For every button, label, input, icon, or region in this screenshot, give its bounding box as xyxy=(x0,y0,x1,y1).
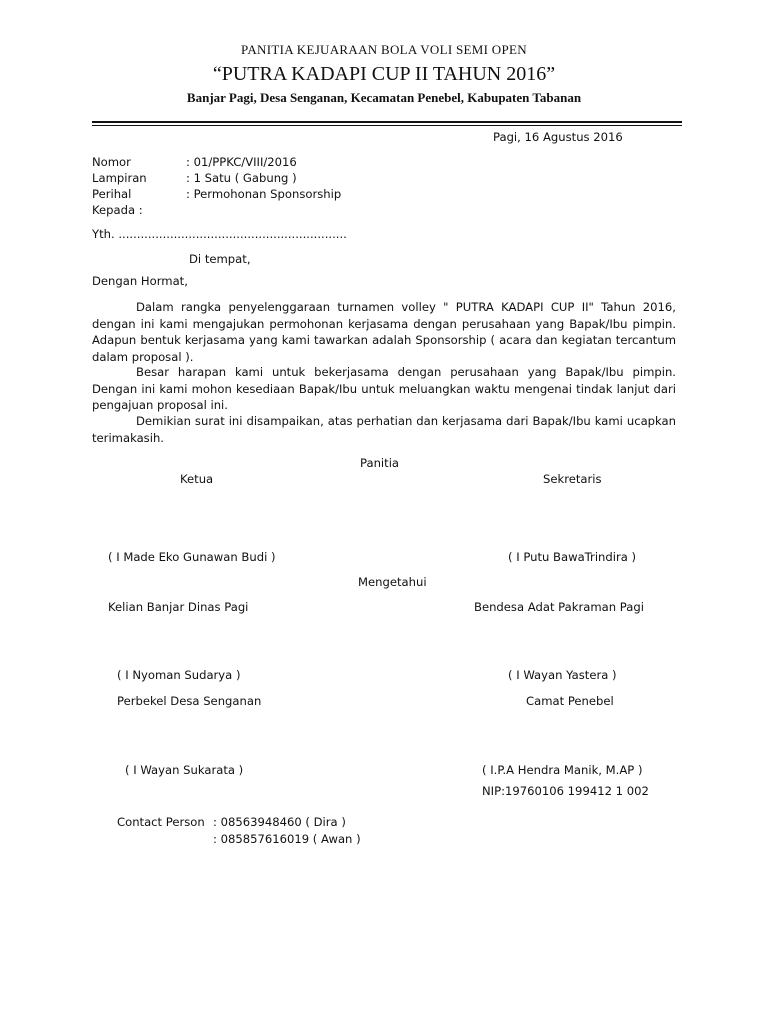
meta-value-perihal: : Permohonan Sponsorship xyxy=(186,187,342,201)
contact-person-label: Contact Person xyxy=(117,815,205,829)
meta-label-nomor: Nomor xyxy=(92,155,131,169)
contact-line-1: : 08563948460 ( Dira ) xyxy=(213,815,346,829)
event-title: “PUTRA KADAPI CUP II TAHUN 2016” xyxy=(212,63,556,85)
kelian-name: ( I Nyoman Sudarya ) xyxy=(117,668,241,682)
address-line: Banjar Pagi, Desa Senganan, Kecamatan Penebel, Kabupaten Tabanan xyxy=(186,90,582,105)
camat-nip: NIP:19760106 199412 1 002 xyxy=(482,784,649,798)
mengetahui-label: Mengetahui xyxy=(358,575,427,589)
recipient-line: Yth. .............................................................. xyxy=(92,227,347,241)
paragraph-3-text: Demikian surat ini disampaikan, atas perhatian dan kerjasama dari Bapak/Ibu kami ucapkan terimakasih. xyxy=(92,414,676,445)
bendesa-name: ( I Wayan Yastera ) xyxy=(508,668,617,682)
body-paragraph-1 xyxy=(92,299,676,366)
header-rule-thick xyxy=(92,121,682,123)
meta-value-lampiran: : 1 Satu ( Gabung ) xyxy=(186,171,297,185)
perbekel-name: ( I Wayan Sukarata ) xyxy=(125,763,244,777)
di-tempat: Di tempat, xyxy=(189,252,251,266)
bendesa-title: Bendesa Adat Pakraman Pagi xyxy=(474,600,644,614)
body-paragraph-2 xyxy=(92,364,676,414)
ketua-name: ( I Made Eko Gunawan Budi ) xyxy=(108,550,276,564)
ketua-title: Ketua xyxy=(180,472,214,486)
contact-line-2: : 085857616019 ( Awan ) xyxy=(213,832,361,846)
camat-title: Camat Penebel xyxy=(526,694,614,708)
body-paragraph-3 xyxy=(92,413,676,446)
sekretaris-name: ( I Putu BawaTrindira ) xyxy=(508,550,637,564)
kelian-title: Kelian Banjar Dinas Pagi xyxy=(108,600,249,614)
panitia-label: Panitia xyxy=(360,456,400,470)
kepada-label: Kepada : xyxy=(92,203,143,217)
meta-value-nomor: : 01/PPKC/VIII/2016 xyxy=(186,155,297,169)
date-line: Pagi, 16 Agustus 2016 xyxy=(493,130,623,144)
header-rule-thin xyxy=(92,125,682,126)
perbekel-title: Perbekel Desa Senganan xyxy=(117,694,262,708)
paragraph-2-text: Besar harapan kami untuk bekerjasama dengan perusahaan yang Bapak/Ibu pimpin. Dengan ini kami mohon kesediaan Bapak/Ibu untuk meluangkan waktu mengenai tindak lanjut dari pengajuan proposal ini. xyxy=(92,365,676,413)
meta-label-perihal: Perihal xyxy=(92,187,132,201)
organization-header: PANITIA KEJUARAAN BOLA VOLI SEMI OPEN xyxy=(241,42,527,57)
camat-name: ( I.P.A Hendra Manik, M.AP ) xyxy=(482,763,643,777)
salutation: Dengan Hormat, xyxy=(92,274,188,288)
paragraph-1-text: Dalam rangka penyelenggaraan turnamen volley " PUTRA KADAPI CUP II" Tahun 2016, dengan ini kami mengajukan permohonan kerjasama dengan perusahaan yang Bapak/Ibu pimpin. Adapun bentuk kerjasama yang kami tawarkan adalah Sponsorship ( acara dan kegiatan tercantum dalam proposal ). xyxy=(92,300,676,365)
sekretaris-title: Sekretaris xyxy=(543,472,602,486)
meta-label-lampiran: Lampiran xyxy=(92,171,147,185)
